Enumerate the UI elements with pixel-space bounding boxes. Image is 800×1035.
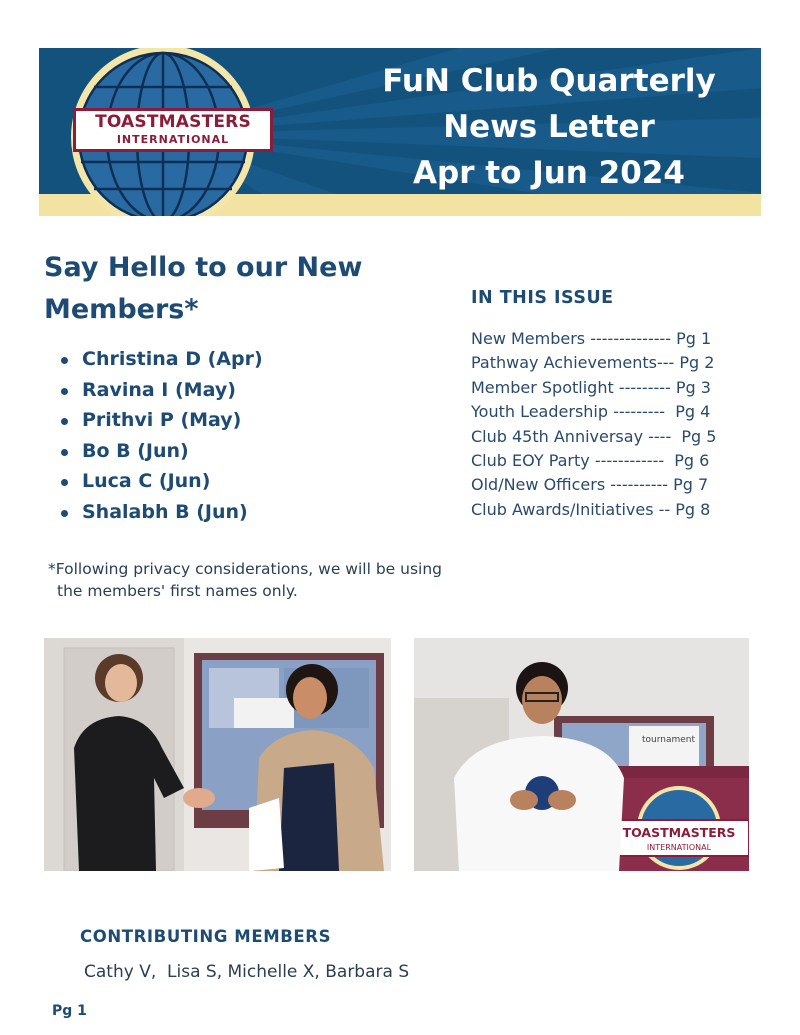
toc-item: Youth Leadership --------- Pg 4	[471, 402, 711, 422]
logo-line2: INTERNATIONAL	[116, 133, 230, 146]
toc-item: Old/New Officers ---------- Pg 7	[471, 475, 709, 495]
photo-sign-text: tournament	[642, 735, 696, 745]
toc-item: Member Spotlight --------- Pg 3	[471, 377, 711, 397]
toc-item: Pathway Achievements--- Pg 2	[471, 353, 715, 373]
contributing-members-names: Cathy V, Lisa S, Michelle X, Barbara S	[84, 962, 410, 982]
toc-item: New Members -------------- Pg 1	[471, 329, 712, 348]
list-item: Luca C (Jun)	[58, 466, 263, 497]
note-line: *Following privacy considerations, we will be using	[48, 560, 442, 578]
logo-wordmark	[73, 108, 273, 152]
photo-handshake-illustration	[44, 638, 391, 871]
newsletter-title	[339, 58, 759, 196]
new-members-heading	[44, 247, 404, 331]
photo-handshake	[44, 638, 391, 871]
list-item: Ravina I (May)	[58, 375, 263, 406]
page-number: Pg 1	[52, 1003, 87, 1019]
photo-member-with-pin	[414, 638, 749, 871]
title-line: FuN Club Quarterly	[382, 63, 716, 99]
photo-member-illustration	[414, 638, 749, 871]
toc-item: Club 45th Anniversay ---- Pg 5	[471, 426, 717, 446]
heading-line: Say Hello to our New	[44, 252, 363, 283]
toc-item: Club Awards/Initiatives -- Pg 8	[471, 499, 711, 519]
toc-item: Club EOY Party ------------ Pg 6	[471, 451, 710, 471]
logo-line1: TOASTMASTERS	[95, 112, 251, 132]
list-item: Bo B (Jun)	[58, 436, 263, 467]
photo-logo-line1: TOASTMASTERS	[622, 825, 736, 840]
list-item: Christina D (Apr)	[58, 344, 263, 375]
in-this-issue-heading: IN THIS ISSUE	[471, 288, 614, 308]
list-item: Prithvi P (May)	[58, 405, 263, 436]
toastmasters-logo	[54, 48, 272, 216]
list-item: Shalabh B (Jun)	[58, 497, 263, 528]
title-line: Apr to Jun 2024	[413, 155, 685, 191]
new-members-list	[58, 344, 263, 527]
note-line: the members' first names only.	[57, 582, 298, 600]
table-of-contents	[471, 327, 716, 522]
heading-line: Members*	[44, 294, 199, 325]
newsletter-banner	[39, 48, 761, 216]
title-line: News Letter	[443, 109, 655, 145]
privacy-note	[48, 558, 488, 602]
contributing-members-heading: CONTRIBUTING MEMBERS	[80, 927, 332, 946]
photo-logo-line2: INTERNATIONAL	[646, 843, 712, 852]
